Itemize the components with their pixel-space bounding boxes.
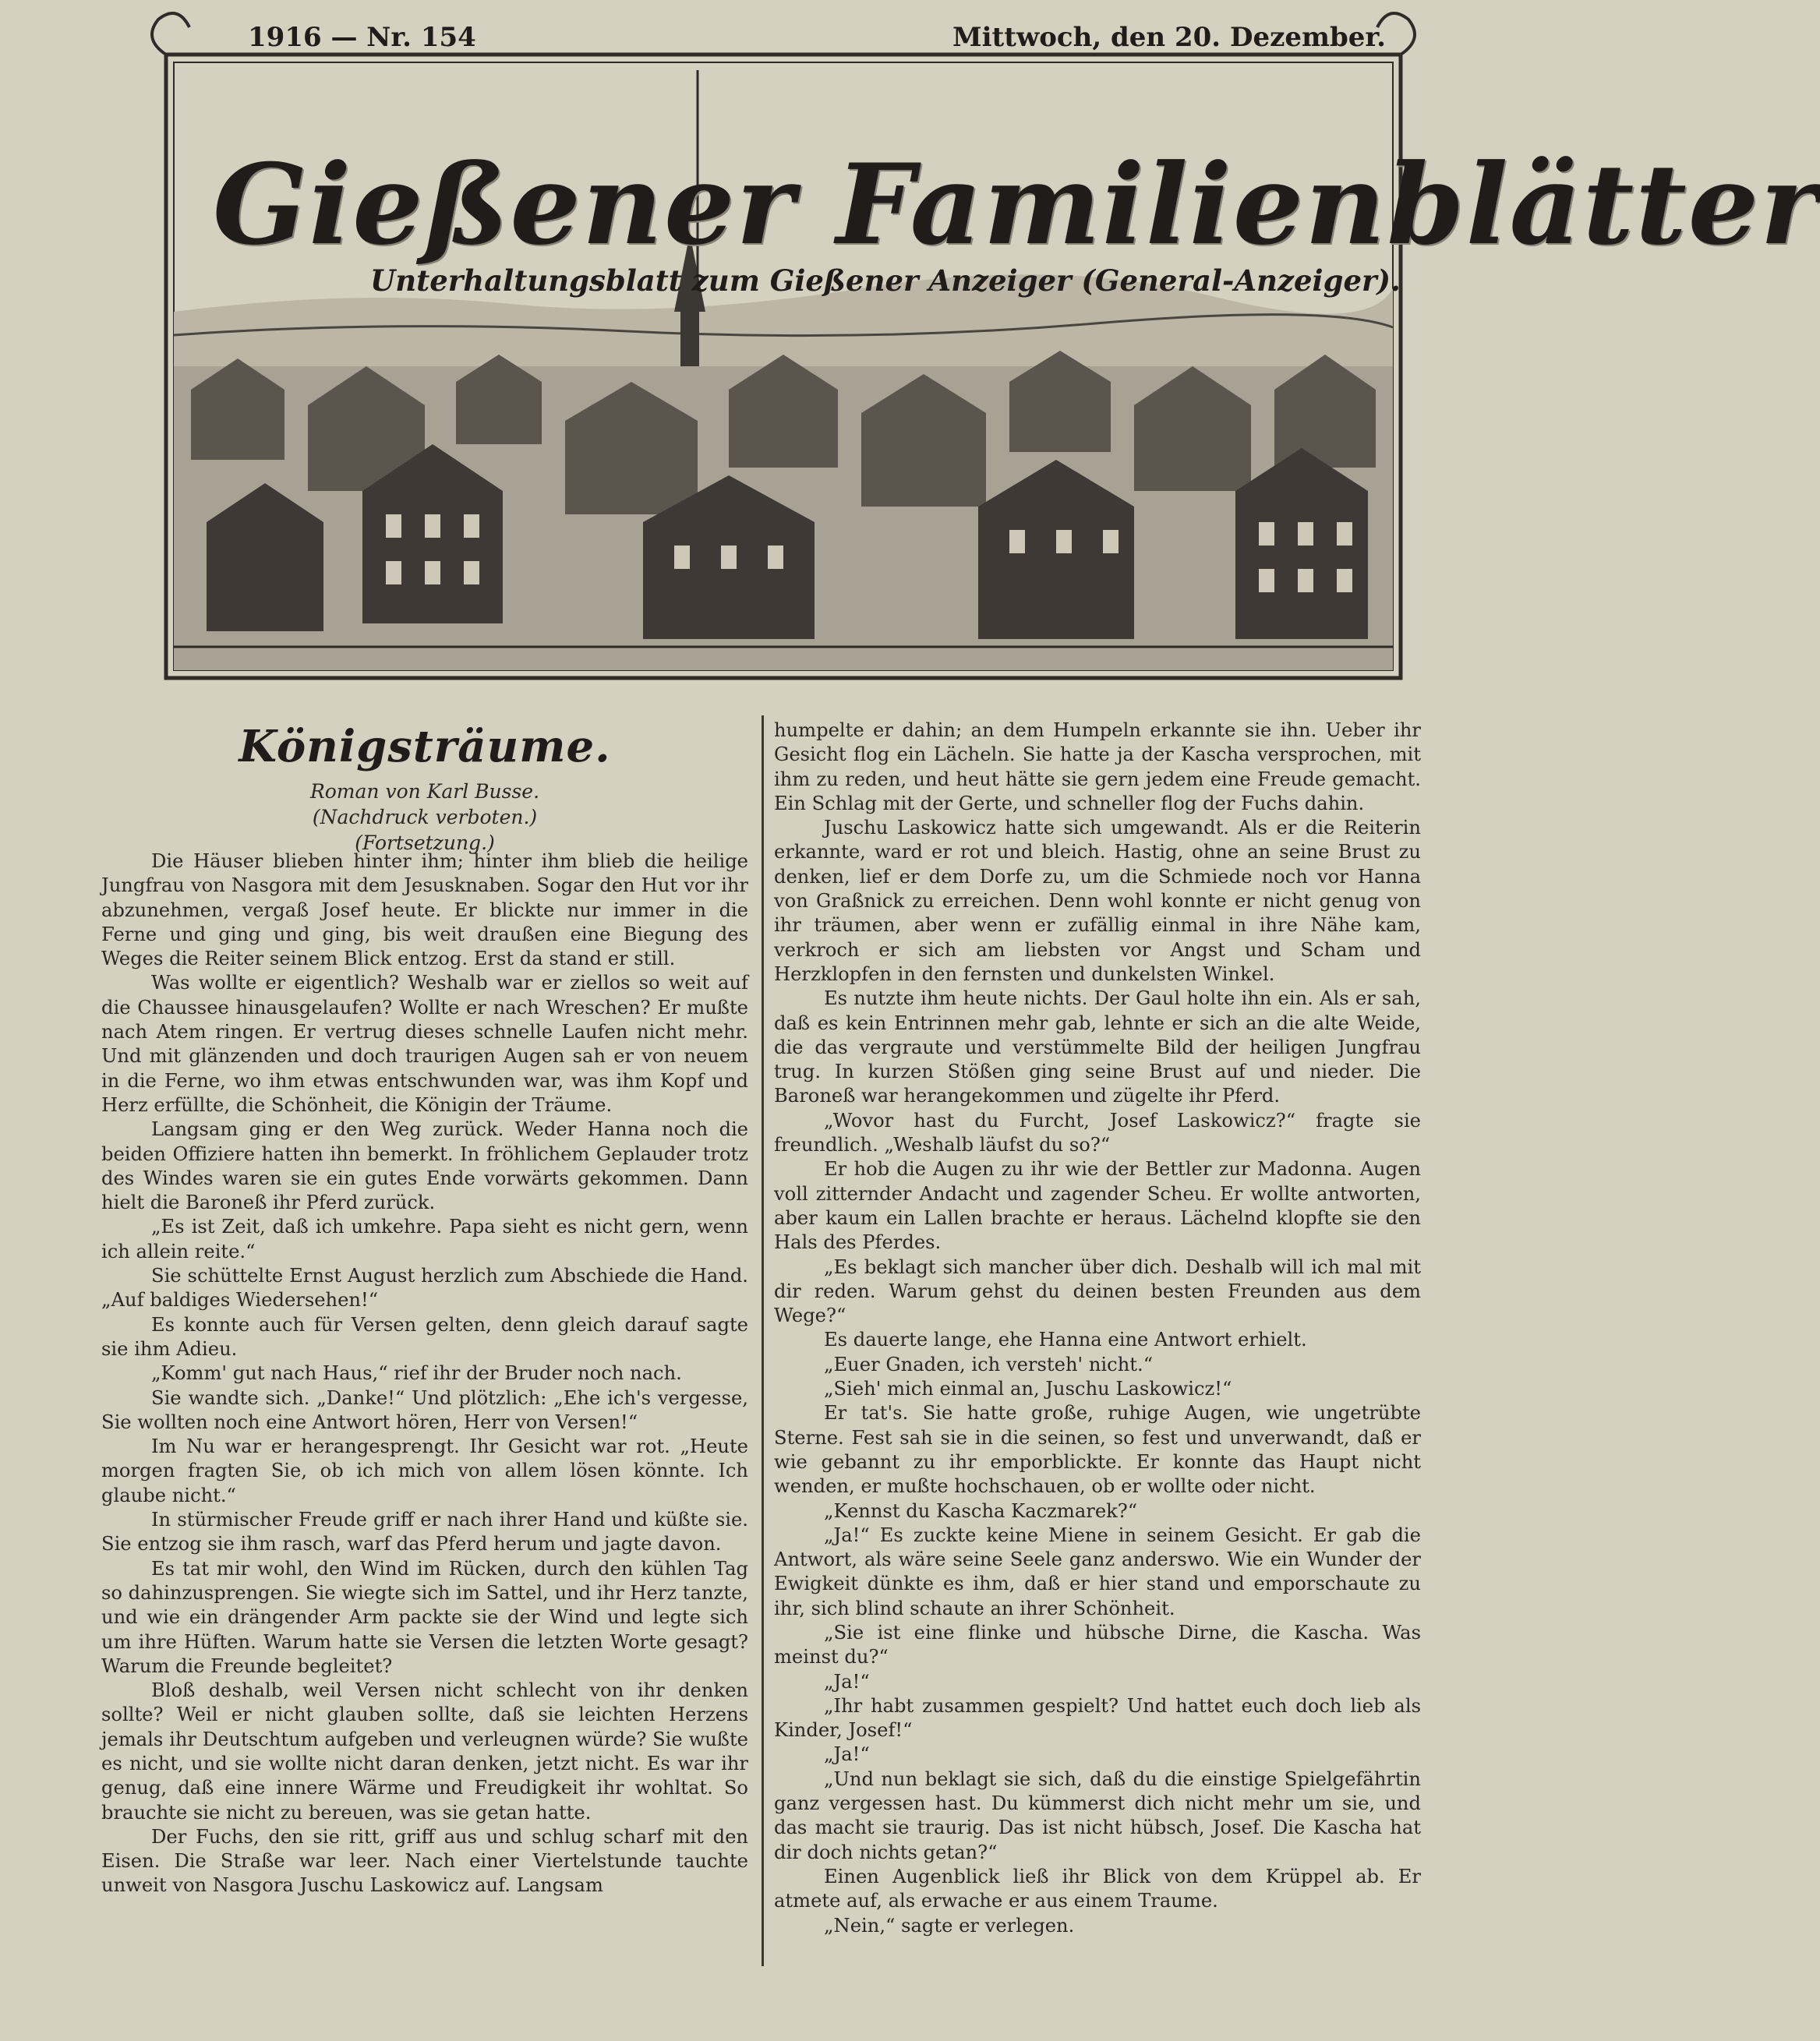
paragraph: „Ja!“ Es zuckte keine Miene in seinem Gesicht. Er gab die Antwort, als wäre seine Seele ganz anderswo. Wie ein Wunder der Ewigkeit dünkte es ihm, daß er hier stand und emporschaute zu ihr, sich blind schaute an ihrer Schönheit. <box>774 1524 1421 1619</box>
paragraph: Sie wandte sich. „Danke!“ Und plötzlich: „Ehe ich's vergesse, Sie wollten noch eine Antwort hören, Herr von Versen!“ <box>101 1386 748 1433</box>
paragraph: „Komm' gut nach Haus,“ rief ihr der Bruder noch nach. <box>151 1362 682 1385</box>
paragraph: Es dauerte lange, ehe Hanna eine Antwort erhielt. <box>824 1329 1307 1351</box>
paragraph: „Und nun beklagt sie sich, daß du die einstige Spielgefährtin ganz vergessen hast. Du kümmerst dich nicht mehr um sie, und das macht sie traurig. Das ist nicht hübsch, Josef. Die Kascha hat dir doch nichts getan?“ <box>774 1767 1421 1863</box>
paragraph: „Es ist Zeit, daß ich umkehre. Papa sieht es nicht gern, wenn ich allein reite.“ <box>101 1216 748 1262</box>
issue-number: 1916 — Nr. 154 <box>248 22 476 53</box>
paragraph: Bloß deshalb, weil Versen nicht schlecht von ihr denken sollte? Weil er nicht glauben sollte, daß sie leichten Herzens jemals ihr Deutschtum aufgeben und verleugnen würde? Sie wußte es nicht, und sie wollte nicht daran denken, jetzt nicht. Es war ihr genug, daß eine innere Wärme und Freudigkeit ihr wohltat. So brauchte sie nicht zu bereuen, was sie getan hatte. <box>101 1679 748 1824</box>
reprint-notice: (Nachdruck verboten.) <box>312 806 538 828</box>
column-divider <box>762 715 764 1966</box>
paragraph: humpelte er dahin; an dem Humpeln erkannte sie ihn. Ueber ihr Gesicht flog ein Lächeln. Sie hatte ja der Kascha versprochen, mit ihm zu reden, und heut hätte sie gern jedem eine Freude gemacht. Ein Schlag mit der Gerte, und schneller flog der Fuchs dahin. <box>774 719 1421 814</box>
paragraph: „Ihr habt zusammen gespielt? Und hattet euch doch lieb als Kinder, Josef!“ <box>774 1694 1421 1742</box>
paragraph: „Wovor hast du Furcht, Josef Laskowicz?“ fragte sie freundlich. „Weshalb läufst du so?“ <box>774 1109 1421 1156</box>
right-column <box>774 719 1421 1938</box>
paragraph: In stürmischer Freude griff er nach ihrer Hand und küßte sie. Sie entzog sie ihm rasch, warf das Pferd herum und jagte davon. <box>101 1509 748 1555</box>
paragraph: Sie schüttelte Ernst August herzlich zum Abschiede die Hand. „Auf baldiges Wiedersehen!“ <box>101 1265 748 1312</box>
story-title: Königsträume. <box>239 721 611 772</box>
paragraph: „Ja!“ <box>824 1743 870 1766</box>
masthead <box>160 55 1820 686</box>
paragraph: Die Häuser blieben hinter ihm; hinter ihm blieb die heilige Jungfrau von Nasgora mit dem Jesusknaben. Sogar den Hut vor ihr abzunehmen, vergaß Josef heute. Er blickte nur immer in die Ferne und ging und ging, bis weit draußen eine Biegung des Weges die Reiter seinem Blick entzog. Erst da stand er still. <box>101 850 748 970</box>
paragraph: Langsam ging er den Weg zurück. Weder Hanna noch die beiden Offiziere hatten ihn bemerkt. In fröhlichem Geplauder trotz des Windes waren sie ein gutes Ende vorwärts gekommen. Dann hielt die Baroneß ihr Pferd zurück. <box>101 1118 748 1214</box>
left-column <box>101 849 748 1898</box>
paragraph: Juschu Laskowicz hatte sich umgewandt. Als er die Reiterin erkannte, ward er rot und bleich. Hastig, ohne an seine Brust zu denken, lief er dem Dorfe zu, um die Schmiede noch vor Hanna von Graßnick zu erreichen. Denn wohl konnte er nicht genug von ihr träumen, aber wenn er zufällig einmal in ihre Nähe kam, verkroch er sich am liebsten vor Angst und Scham und Herzklopfen in den fernsten und dunkelsten Winkel. <box>774 817 1421 985</box>
paragraph: Was wollte er eigentlich? Weshalb war er ziellos so weit auf die Chaussee hinausgelaufen? Wollte er nach Wreschen? Er mußte nach Atem ringen. Er vertrug dieses schnelle Laufen nicht mehr. Und mit glänzenden und doch traurigen Augen sah er von neuem in die Ferne, wo ihm etwas entschwunden war, was ihm Kopf und Herz erfüllte, die Schönheit, die Königin der Träume. <box>101 972 748 1116</box>
paragraph: „Ja!“ <box>824 1670 870 1693</box>
paragraph: Im Nu war er herangesprengt. Ihr Gesicht war rot. „Heute morgen fragten Sie, ob ich mich von allem lösen könnte. Ich glaube nicht.“ <box>101 1435 748 1506</box>
paragraph: „Nein,“ sagte er verlegen. <box>824 1914 1075 1937</box>
paragraph: Es konnte auch für Versen gelten, denn gleich darauf sagte sie ihm Adieu. <box>101 1313 748 1360</box>
newspaper-title: Gießener Familienblätter <box>213 140 1820 270</box>
issue-date: Mittwoch, den 20. Dezember. <box>952 22 1387 53</box>
paragraph: „Sieh' mich einmal an, Juschu Laskowicz!“ <box>824 1378 1232 1400</box>
paragraph: Er hob die Augen zu ihr wie der Bettler zur Madonna. Augen voll zitternder Andacht und zagender Scheu. Er wollte antworten, aber kaum ein Lallen brachte er heraus. Lächelnd klopfte sie den Hals des Pferdes. <box>774 1158 1421 1254</box>
continuation-note: (Fortsetzung.) <box>355 832 495 854</box>
story-header <box>101 721 748 856</box>
paragraph: Er tat's. Sie hatte große, ruhige Augen, wie ungetrübte Sterne. Fest sah sie in die seinen, so fest und unverwandt, daß er wie gebannt zu ihr emporblickte. Er konnte das Haupt nicht wenden, er mußte hochschauen, ob er wollte oder nicht. <box>774 1402 1421 1498</box>
paragraph: „Sie ist eine flinke und hübsche Dirne, die Kascha. Was meinst du?“ <box>774 1621 1421 1668</box>
paragraph: Einen Augenblick ließ ihr Blick von dem Krüppel ab. Er atmete auf, als erwache er aus einem Traume. <box>774 1865 1421 1912</box>
paragraph: Es tat mir wohl, den Wind im Rücken, durch den kühlen Tag so dahinzusprengen. Sie wiegte sich im Sattel, und ihr Herz tanzte, und wie ein drängender Arm packte sie der Wind und legte sich um ihre Hüften. Warum hatte sie Versen die letzten Worte gesagt? Warum die Freunde begleitet? <box>101 1557 748 1677</box>
newspaper-subtitle: Unterhaltungsblatt zum Gießener Anzeiger (General-Anzeiger). <box>370 263 1401 298</box>
paragraph: „Es beklagt sich mancher über dich. Deshalb will ich mal mit dir reden. Warum gehst du deinen besten Freunden aus dem Wege?“ <box>774 1255 1421 1327</box>
paragraph: Es nutzte ihm heute nichts. Der Gaul holte ihn ein. Als er sah, daß es kein Entrinnen mehr gab, lehnte er sich an die alte Weide, die das vergraute und verstümmelte Bild der heiligen Jungfrau trug. In kurzen Stößen ging seine Brust auf und nieder. Die Baroneß war herangekommen und zügelte ihr Pferd. <box>774 987 1421 1107</box>
story-byline: Roman von Karl Busse. <box>309 780 540 803</box>
paragraph: Der Fuchs, den sie ritt, griff aus und schlug scharf mit den Eisen. Die Straße war leer. Nach einer Viertelstunde tauchte unweit von Nasgora Juschu Laskowicz auf. Langsam <box>101 1825 748 1897</box>
paragraph: „Euer Gnaden, ich versteh' nicht.“ <box>824 1353 1154 1375</box>
paragraph: „Kennst du Kascha Kaczmarek?“ <box>824 1499 1138 1522</box>
